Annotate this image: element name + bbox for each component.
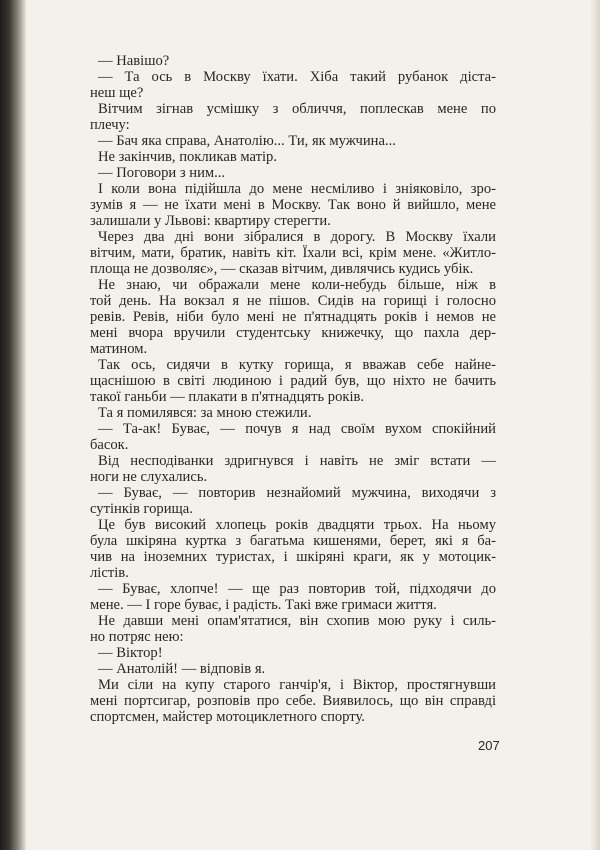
paragraph — [90, 357, 496, 405]
text-line: — Буває, хлопче! — ще раз повторив той, підходячи до — [98, 581, 496, 597]
page-text — [90, 53, 496, 725]
text-line: була шкіряна куртка з багатьма кишенями, берет, які я ба- — [90, 533, 496, 549]
text-line: мені портсигар, розповів про себе. Виявилось, що він справді — [90, 693, 496, 709]
text-line: Вітчим зігнав усмішку з обличчя, поплескав мене по — [98, 101, 496, 117]
text-line: І коли вона підійшла до мене несміливо і зніяковіло, зро- — [98, 181, 496, 197]
paragraph — [90, 181, 496, 229]
text-line: Це був високий хлопець років двадцяти трьох. На ньому — [98, 517, 496, 533]
paragraph — [90, 517, 496, 581]
paragraph — [90, 69, 496, 101]
text-line: Не давши мені опам'ятатися, він схопив мою руку і силь- — [98, 613, 496, 629]
page-edge — [590, 0, 600, 850]
paragraph — [90, 485, 496, 517]
paragraph — [90, 149, 496, 165]
text-line: лістів. — [90, 565, 129, 581]
text-line: Та я помилявся: за мною стежили. — [98, 405, 312, 421]
text-line: спортсмен, майстер мотоциклетного спорту. — [90, 709, 365, 725]
text-line: мені вчора вручили студентську книжечку, що пахла дер- — [90, 325, 496, 341]
paragraph — [90, 277, 496, 357]
text-line: такої ганьби — плакати в п'ятнадцять років. — [90, 389, 365, 405]
text-line: но потряс нею: — [90, 629, 184, 645]
text-line: неш ще? — [90, 85, 144, 101]
text-line: басок. — [90, 437, 129, 453]
text-line: сутінків горища. — [90, 501, 193, 517]
paragraph — [90, 581, 496, 613]
paragraph — [90, 405, 496, 421]
text-line: — Бач яка справа, Анатолію... Ти, як мужчина... — [98, 133, 396, 149]
text-line: чив на іноземних туристах, і шкіряні краги, як у мотоцик- — [90, 549, 496, 565]
text-line: Через два дні вони зібралися в дорогу. В Москву їхали — [98, 229, 496, 245]
paragraph — [90, 421, 496, 453]
text-line: щаснішою в світі людиною і радий був, що ніхто не бачить — [90, 373, 496, 389]
text-line: той день. На вокзал я не пішов. Сидів на горищі і голосно — [90, 293, 496, 309]
text-line: матином. — [90, 341, 148, 357]
text-line: зумів я — не їхати мені в Москву. Так воно й вийшло, мене — [90, 197, 496, 213]
text-line: мене. — І горе буває, і радість. Такі вже гримаси життя. — [90, 597, 437, 613]
text-line: ноги не слухались. — [90, 469, 208, 485]
paragraph — [90, 645, 496, 661]
paragraph — [90, 677, 496, 725]
text-line: Не закінчив, покликав матір. — [98, 149, 277, 165]
text-line: — Буває, — повторив незнайомий мужчина, виходячи з — [98, 485, 496, 501]
paragraph — [90, 53, 496, 69]
text-line: — Навішо? — [98, 53, 170, 69]
text-line: — Анатолій! — відповів я. — [98, 661, 266, 677]
paragraph — [90, 165, 496, 181]
text-line: — Поговори з ним... — [98, 165, 226, 181]
text-line: площа не дозволяє», — сказав вітчим, дивлячись кудись убік. — [90, 261, 474, 277]
text-line: — Та ось в Москву їхати. Хіба такий рубанок діста- — [98, 69, 496, 85]
paragraph — [90, 453, 496, 485]
page-number: 207 — [478, 738, 500, 753]
paragraph — [90, 133, 496, 149]
text-line: плечу: — [90, 117, 130, 133]
text-line: Ми сіли на купу старого ганчір'я, і Віктор, простягнувши — [98, 677, 496, 693]
paragraph — [90, 101, 496, 133]
paragraph — [90, 229, 496, 277]
text-line: Від несподіванки здригнувся і навіть не зміг встати — — [98, 453, 496, 469]
text-line: — Віктор! — [98, 645, 163, 661]
text-line: залишали у Львові: квартиру стерегти. — [90, 213, 331, 229]
text-line: — Та-ак! Буває, — почув я над своїм вухом спокійний — [98, 421, 496, 437]
book-spine-shadow — [0, 0, 26, 850]
text-line: Так ось, сидячи в кутку горища, я вважав себе найне- — [98, 357, 496, 373]
paragraph — [90, 613, 496, 645]
text-line: ревів. Ревів, ніби було мені не п'ятнадцять років і немов не — [90, 309, 496, 325]
text-line: вітчим, мати, братик, навіть кіт. Їхали всі, крім мене. «Житло- — [90, 245, 496, 261]
paragraph — [90, 661, 496, 677]
text-line: Не знаю, чи ображали мене коли-небудь більше, ніж в — [98, 277, 496, 293]
